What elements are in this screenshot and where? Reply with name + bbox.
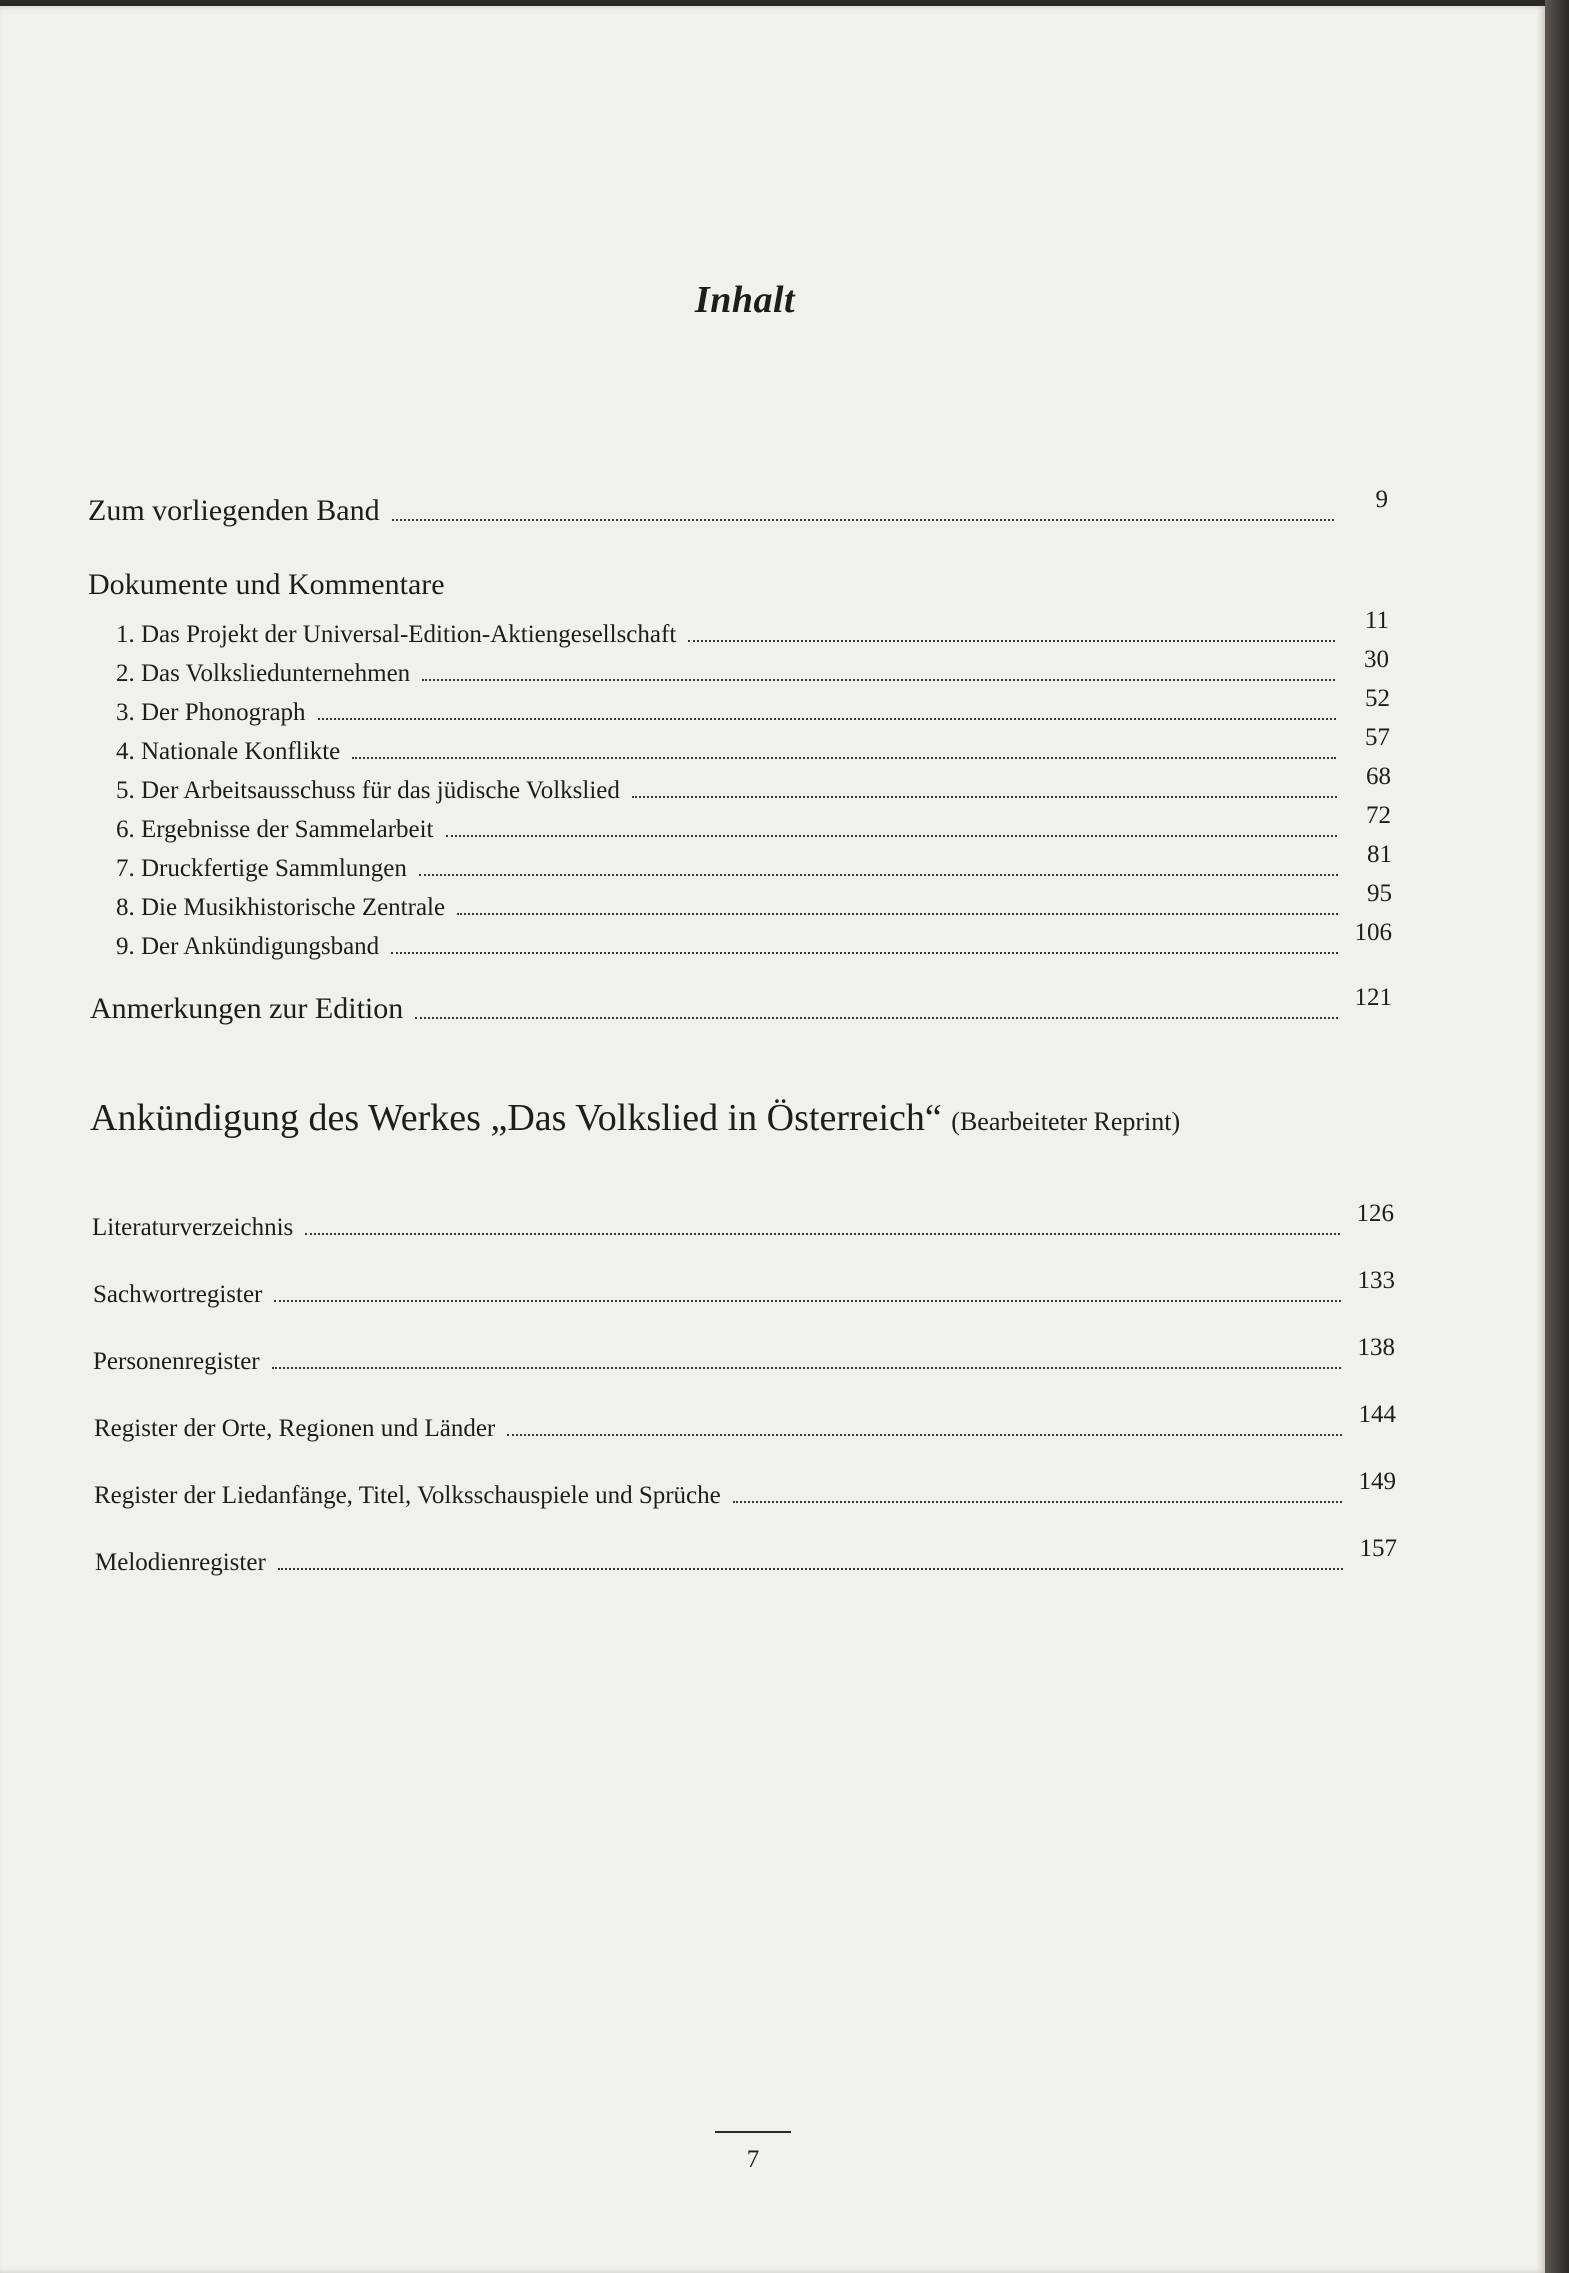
dot-leader: [352, 757, 1336, 759]
toc-page-number: 144: [1358, 1401, 1396, 1428]
toc-entry-label: Register der Liedanfänge, Titel, Volksschauspiele und Sprüche: [94, 1482, 721, 1509]
toc-chapter-entry[interactable]: [116, 646, 1389, 688]
toc-page-number: 138: [1357, 1334, 1395, 1361]
toc-entry-label: Zum vorliegenden Band: [88, 494, 380, 527]
toc-entry-label: 9. Der Ankündigungsband: [116, 933, 380, 960]
toc-register-entry[interactable]: [92, 1200, 1394, 1242]
toc-entry-label: 7. Druckfertige Sammlungen: [116, 855, 407, 882]
dot-leader: [415, 1017, 1338, 1019]
toc-page-number: 11: [1364, 607, 1389, 634]
toc-entry-label: 3. Der Phonograph: [116, 699, 306, 726]
toc-entry-label: Melodienregister: [95, 1549, 266, 1576]
toc-chapter-entry[interactable]: [116, 841, 1392, 883]
announcement-title: Ankündigung des Werkes „Das Volkslied in Österreich“: [90, 1097, 942, 1139]
dot-leader: [272, 1367, 1341, 1369]
toc-entry-label: 2. Das Volksliedunternehmen: [116, 660, 411, 687]
toc-register-entry[interactable]: [94, 1468, 1396, 1510]
toc-chapter-entry[interactable]: [116, 763, 1391, 805]
dot-leader: [422, 679, 1335, 681]
dot-leader: [278, 1568, 1343, 1570]
page-title: Inhalt: [694, 279, 796, 321]
toc-chapter-entry[interactable]: [116, 724, 1390, 766]
toc-entry-label: 8. Die Musikhistorische Zentrale: [116, 894, 446, 921]
toc-chapter-entry[interactable]: [116, 607, 1389, 649]
dot-leader: [392, 519, 1334, 521]
page-edge-shadow: [1545, 0, 1569, 2273]
dot-leader: [305, 1233, 1340, 1235]
toc-entry-label: Register der Orte, Regionen und Länder: [94, 1415, 496, 1442]
toc-page-number: 30: [1364, 646, 1389, 673]
toc-entry-label: 1. Das Projekt der Universal-Edition-Aktiengesellschaft: [116, 621, 677, 648]
dot-leader: [688, 640, 1335, 642]
dot-leader: [419, 874, 1338, 876]
page-number: 7: [746, 2146, 760, 2173]
section-heading: Dokumente und Kommentare: [88, 568, 445, 601]
book-page: [0, 6, 1545, 2273]
dot-leader: [391, 952, 1338, 954]
toc-entry-label: 4. Nationale Konflikte: [116, 738, 341, 765]
toc-chapter-entry[interactable]: [116, 880, 1392, 922]
toc-page-number: 133: [1357, 1267, 1395, 1294]
toc-chapter-entry[interactable]: [116, 685, 1390, 727]
toc-page-number: 81: [1367, 841, 1392, 868]
toc-entry-label: 6. Ergebnisse der Sammelarbeit: [116, 816, 434, 843]
toc-page-number: 106: [1354, 919, 1392, 946]
toc-entry-label: Personenregister: [93, 1348, 260, 1375]
toc-chapter-entry[interactable]: [116, 802, 1391, 844]
toc-register-entry[interactable]: [94, 1401, 1396, 1443]
toc-page-number: 68: [1366, 763, 1391, 790]
dot-leader: [507, 1434, 1342, 1436]
dot-leader: [274, 1300, 1341, 1302]
footer-rule: [715, 2131, 791, 2133]
toc-entry-edition-notes[interactable]: [90, 984, 1392, 1026]
dot-leader: [632, 796, 1337, 798]
toc-register-entry[interactable]: [95, 1535, 1397, 1577]
toc-page-number: 157: [1359, 1535, 1397, 1562]
dot-leader: [318, 718, 1336, 720]
announcement-note: (Bearbeiteter Reprint): [951, 1107, 1181, 1136]
announcement-heading: [90, 1096, 1180, 1140]
toc-chapter-entry[interactable]: [116, 919, 1392, 961]
dot-leader: [733, 1501, 1342, 1503]
toc-entry-label: Anmerkungen zur Edition: [90, 992, 404, 1025]
toc-register-entry[interactable]: [93, 1267, 1395, 1309]
toc-page-number: 126: [1356, 1200, 1394, 1227]
toc-page-number: 95: [1367, 880, 1392, 907]
toc-page-number: 121: [1354, 984, 1392, 1011]
toc-page-number: 52: [1365, 685, 1390, 712]
toc-register-entry[interactable]: [93, 1334, 1395, 1376]
dot-leader: [457, 913, 1338, 915]
toc-page-number: 72: [1366, 802, 1391, 829]
toc-entry-label: 5. Der Arbeitsausschuss für das jüdische Volkslied: [116, 777, 620, 804]
toc-entry-label: Sachwortregister: [93, 1281, 263, 1308]
toc-entry-label: Literaturverzeichnis: [92, 1214, 294, 1241]
dot-leader: [446, 835, 1337, 837]
toc-page-number: 9: [1375, 486, 1388, 513]
toc-entry-front[interactable]: [88, 486, 1388, 528]
toc-page-number: 149: [1358, 1468, 1396, 1495]
toc-page-number: 57: [1365, 724, 1390, 751]
